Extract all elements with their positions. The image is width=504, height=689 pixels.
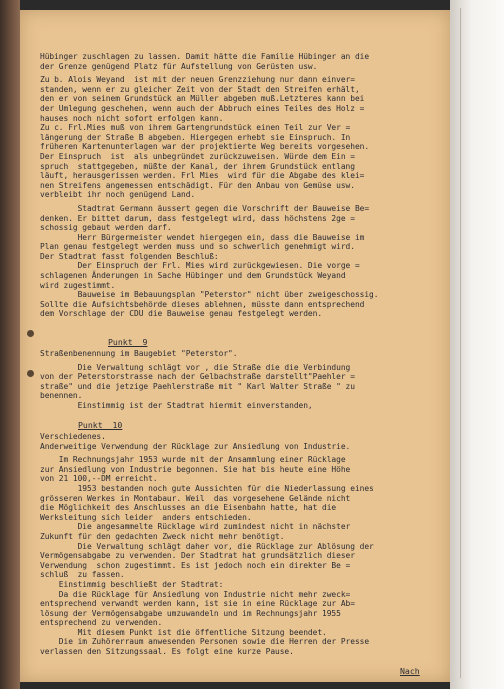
text-line: Vermögensabgabe zu verwenden. Der Stadtrat hat grundsätzlich dieser [40, 551, 355, 561]
text-line: Werksleitung sich leider anders entschieden. [40, 512, 252, 522]
text-line: 1953 bestanden noch gute Aussichten für die Niederlassung eines [40, 483, 374, 493]
text-line: lösung der Vermögensabgabe umzuwandeln und im Rechnungsjahr 1955 [40, 608, 341, 618]
text-line: Anderweitige Verwendung der Rücklage zur Ansiedlung von Industrie. [40, 441, 351, 451]
text-line: Sollte die Aufsichtsbehörde dieses ablehnen, müsste dann entsprechend [40, 299, 365, 309]
text-line: nen Streifens angemessen entschädigt. Für den Anbau von Gemüse usw. [40, 180, 355, 190]
body-text-block-1 [40, 52, 438, 319]
text-line: schluß zu fassen. [40, 570, 125, 580]
body-text-block-3 [40, 432, 438, 657]
section-heading-punkt-10: Punkt 10 [78, 420, 123, 430]
text-line: schlagenen Änderungen in Sache Hübinger und dem Grundstück Weyand [40, 271, 346, 281]
text-line: Mit diesem Punkt ist die öffentliche Sitzung beendet. [40, 627, 327, 637]
text-line: Die im Zuhörerraum anwesenden Personen sowie die Herren der Presse [40, 637, 370, 647]
body-text-block-2 [40, 349, 438, 411]
text-line: Hübinger zuschlagen zu lassen. Damit hätte die Familie Hübinger an die [40, 52, 370, 61]
text-line: Zu b. Alois Weyand ist mit der neuen Grenzziehung nur dann einver= [40, 75, 355, 85]
text-line: Stadtrat Germann äussert gegen die Vorschrift der Bauweise Be= [40, 203, 370, 213]
text-line: Einstimmig beschließt der Stadtrat: [40, 579, 224, 589]
page-stack-edge [450, 0, 504, 689]
text-line: standen, wenn er zu gleicher Zeit von der Stadt den Streifen erhält, [40, 84, 360, 94]
text-line: Der Stadtrat fasst folgenden Beschluß: [40, 251, 219, 261]
text-line: Da die Rücklage für Ansiedlung von Industrie nicht mehr zweck= [40, 589, 351, 599]
text-line: Verschiedenes. [40, 432, 106, 441]
text-line: schossig gebaut werden darf. [40, 223, 172, 233]
punch-hole [27, 370, 34, 377]
text-line: entsprechend zu verwenden. [40, 618, 163, 628]
left-binding-strip [0, 0, 20, 689]
text-line: die Möglichkeit des Anschlusses an die Eisenbahn hatte, hat die [40, 503, 337, 513]
text-line: läuft, herausgerissen werden. Frl Mies wird für die Abgabe des klei= [40, 171, 365, 181]
text-line: Der Einspruch der Frl. Mies wird zurückgewiesen. Die vorge = [40, 261, 360, 271]
text-line: hauses noch nicht sofort erfolgen kann. [40, 113, 224, 123]
text-line: Bauweise im Bebauungsplan "Peterstor" nicht über zweigeschossig. [40, 290, 379, 300]
text-line: Zukunft für den gedachten Zweck nicht mehr benötigt. [40, 531, 285, 541]
text-line: Zu c. Frl.Mies muß von ihrem Gartengrundstück einen Teil zur Ver = [40, 123, 351, 133]
text-line: der Grenze genügend Platz für Aufstellung von Gerüsten usw. [40, 61, 318, 71]
text-line: Die Verwaltung schlägt vor , die Straße die die Verbindung [40, 362, 351, 372]
text-line: früheren Kartenunterlagen war der projektierte Weg bereits vorgesehen. [40, 142, 370, 152]
text-line: längerung der Straße B abgeben. Hiergegen erhebt sie Einspruch. In [40, 132, 351, 142]
text-line: Herr Bürgermeister wendet hiergegen ein, dass die Bauweise im [40, 232, 365, 242]
text-line: verlassen den Sitzungssaal. Es folgt eine kurze Pause. [40, 647, 294, 657]
text-line: Plan genau festgelegt werden muss und so schwerlich genehmigt wird. [40, 242, 355, 252]
text-line: Die angesammelte Rücklage wird zumindest nicht in nächster [40, 522, 351, 532]
text-line: zur Ansiedlung von Industrie begonnen. Sie hat bis heute eine Höhe [40, 464, 351, 474]
text-line: benennen. [40, 391, 83, 401]
text-line: entsprechend verwandt werden kann, ist sie in eine Rücklage zur Ab= [40, 599, 355, 609]
text-line: straße" und die jetzige Paehlerstraße mit " Karl Walter Straße " zu [40, 381, 355, 391]
text-line: der Umlegung geschehen, wenn auch der Abbruch eines Teiles des Holz = [40, 103, 365, 113]
text-line: Einstimmig ist der Stadtrat hiermit einverstanden, [40, 400, 313, 410]
text-line: verbleibt ihr noch genügend Land. [40, 190, 196, 200]
text-line: von der Peterstorstrasse nach der Gelbachstraße darstellt"Paehler = [40, 372, 355, 382]
text-line: Im Rechnungsjahr 1953 wurde mit der Ansammlung einer Rücklage [40, 455, 346, 465]
text-line: den er von seinem Grundstück an Müller abgeben muß.Letzteres kann bei [40, 94, 365, 104]
text-line: spruch stattgegeben, müßte der Kanal, der ihrem Grundstück entlang [40, 161, 355, 171]
punch-hole [27, 330, 34, 337]
text-line: Der Einspruch ist als unbegründet zurückzuweisen. Würde dem Ein = [40, 151, 355, 161]
section-heading-punkt-9: Punkt 9 [108, 337, 148, 347]
text-line: denken. Er bittet darum, dass festgelegt wird, dass höchstens 2ge = [40, 213, 355, 223]
text-line: grösseren Werkes in Montabaur. Weil das vorgesehene Gelände nicht [40, 493, 351, 503]
text-line: Verwendung schon zugestimmt. Es ist jedoch noch ein direkter Be = [40, 560, 351, 570]
continuation-marker: Nach [400, 666, 420, 676]
text-line: Die Verwaltung schlägt daher vor, die Rücklage zur Ablösung der [40, 541, 374, 551]
text-line: von 21 100,--DM erreicht. [40, 474, 158, 484]
text-line: Straßenbenennung im Baugebiet "Peterstor". [40, 349, 238, 358]
text-line: wird zugestimmt. [40, 280, 116, 290]
text-line: dem Vorschlage der CDU die Bauweise genau festgelegt werden. [40, 309, 323, 319]
